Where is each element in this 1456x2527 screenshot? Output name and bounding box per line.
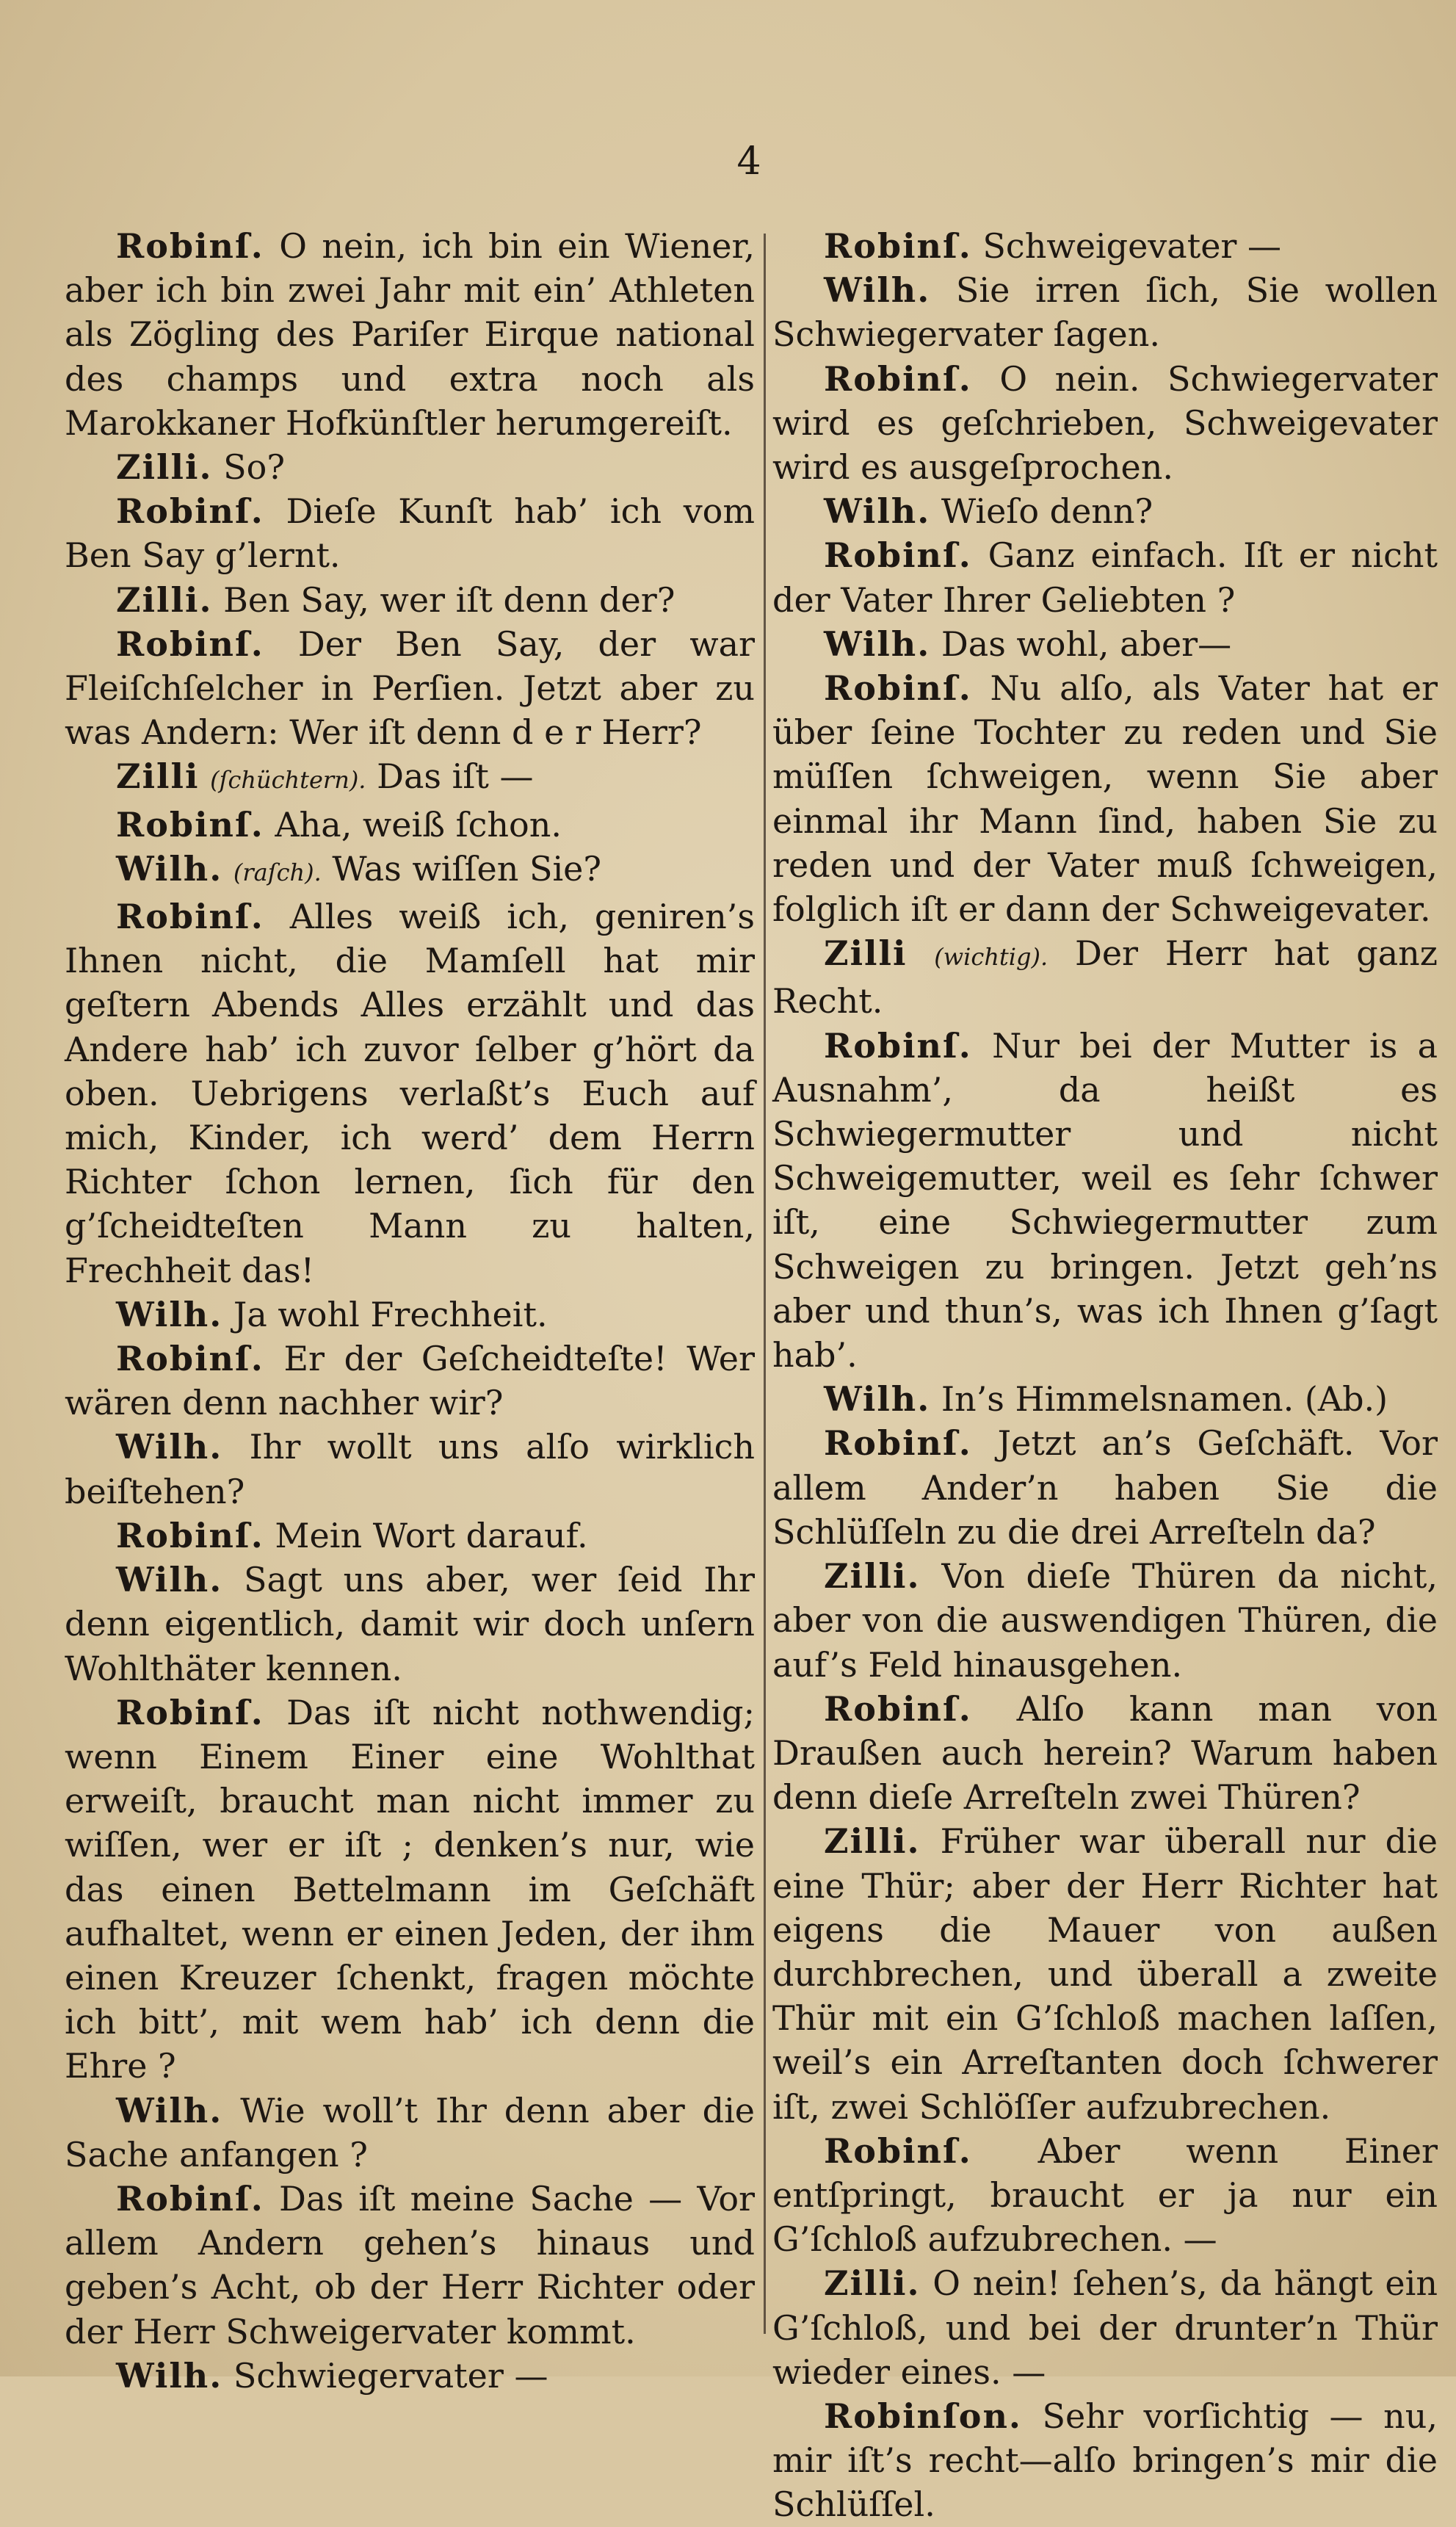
stage-direction: (ſchüchtern). [210,766,366,795]
speaker-name: Robinſ. [824,668,972,709]
speaker-name: Wilh. [824,623,931,664]
column-divider [764,234,766,2334]
dialogue-line [772,1377,1438,1421]
dialogue-text: In’s Himmelsnamen. (Ab.) [941,1379,1388,1420]
dialogue-line [65,622,755,755]
speaker-name: Wilh. [824,1379,931,1420]
dialogue-line [65,2354,755,2398]
speaker-name: Robinſ. [116,491,264,532]
speaker-name: Wilh. [116,2090,223,2130]
speaker-name: Robinſ. [824,1423,972,1464]
dialogue-text: Von dieſe Thüren da nicht, aber von die auswendigen Thüren, die auf’s Feld hinausgehen. [772,1556,1438,1685]
dialogue-text: Jetzt an’s Geſchäft. Vor allem Ander’n haben Sie die Schlüſſeln zu die drei Arreſteln da? [772,1423,1438,1552]
speaker-name: Wilh. [116,2355,223,2396]
dialogue-text: O nein. Schwiegervater wird es geſchrieben, Schweigevater wird es ausgeſprochen. [772,358,1438,488]
dialogue-line [772,1819,1438,2128]
dialogue-text: Das iſt — [377,756,534,797]
dialogue-line [772,1687,1438,1820]
dialogue-text: O nein, ich bin ein Wiener, aber ich bin zwei Jahr mit ein’ Athleten als Zögling des Pariſer Eirque national des champs und extra noch als Marokkaner Hofkünſtler herumgereiſt. [65,226,755,443]
speaker-name: Wilh. [116,1294,223,1334]
dialogue-line [65,1691,755,2089]
dialogue-text: Schwiegervater — [233,2355,548,2396]
dialogue-text: Schweigevater — [982,226,1282,266]
dialogue-line [772,357,1438,490]
speaker-name: Wilh. [116,1560,223,1600]
dialogue-line [65,1337,755,1425]
dialogue-line [65,894,755,1293]
dialogue-text: Nur bei der Mutter is a Ausnahm’, da heißt es Schwiegermutter und nicht Schweigemutter, weil es ſehr ſchwer iſt, eine Schwiegermutter zum Schweigen zu bringen. Jetzt geh’ns aber und thun’s, was ich Ihnen g’ſagt hab’. [772,1025,1438,1375]
speaker-name: Robinſon. [824,2396,1022,2436]
dialogue-text: Wie woll’t Ihr denn aber die Sache anfangen ? [65,2090,756,2174]
dialogue-text: Er der Geſcheidteſte! Wer wären denn nachher wir? [65,1339,755,1423]
dialogue-text: Aha, weiß ſchon. [275,804,562,845]
dialogue-text: Das iſt nicht nothwendig; wenn Einem Einer eine Wohlthat erweiſt, braucht man nicht immer zu wiſſen, wer er iſt ; denken’s nur, wie das einen Bettelmann im Geſchäft aufhaltet, wenn er einen Jeden, der ihm einen Kreuzer ſchenkt, fragen möchte ich bitt’, mit wem hab’ ich denn die Ehre ? [65,1692,755,2086]
dialogue-line [65,1425,755,1513]
stage-direction: (wichtig). [934,943,1048,972]
speaker-name: Zilli. [116,579,213,620]
dialogue-text: Ben Say, wer iſt denn der? [223,579,676,620]
dialogue-line [65,754,755,802]
dialogue-text: Ihr wollt uns alſo wirklich beiſtehen? [65,1427,756,1511]
dialogue-line [65,1558,755,1691]
dialogue-text: Wieſo denn? [941,491,1153,532]
dialogue-line [65,489,755,577]
left-column [65,224,755,2398]
speaker-name: Robinſ. [116,226,264,266]
dialogue-line [772,1421,1438,1554]
speaker-name: Zilli. [824,1821,921,1862]
dialogue-line [772,1024,1438,1378]
speaker-name: Wilh. [116,848,223,889]
page-number: 4 [736,140,761,184]
dialogue-text: Alles weiß ich, geniren’s Ihnen nicht, die Mamſell hat mir geſtern Abends Alles erzählt und das Andere hab’ ich zuvor ſelber g’hört da oben. Uebrigens verlaßt’s Euch auf mich, Kinder, ich werd’ dem Herrn Richter ſchon lernen, ſich für den g’ſcheidteſten Mann zu halten, Frechheit das! [65,897,756,1290]
speaker-name: Zilli. [824,2263,921,2304]
dialogue-line [772,666,1438,931]
speaker-name: Robinſ. [116,897,264,937]
dialogue-text: Alſo kann man von Draußen auch herein? Warum haben denn dieſe Arreſteln zwei Thüren? [772,1688,1438,1818]
dialogue-line [65,578,755,622]
dialogue-line [772,931,1438,1023]
speaker-name: Robinſ. [116,2178,264,2219]
dialogue-text: O nein! ſehen’s, da hängt ein G’ſchloß, und bei der drunter’n Thür wieder eines. — [772,2263,1438,2392]
dialogue-line [772,1554,1438,1687]
speaker-name: Robinſ. [824,358,972,399]
dialogue-text: Ganz einfach. Iſt er nicht der Vater Ihrer Geliebten ? [772,535,1438,620]
dialogue-text: So? [223,447,285,488]
speaker-name: Wilh. [116,1427,223,1467]
dialogue-line [65,445,755,489]
dialogue-line [772,2129,1438,2262]
speaker-name: Robinſ. [824,1025,972,1066]
speaker-name: Wilh. [824,491,931,532]
dialogue-text: Früher war überall nur die eine Thür; aber der Herr Richter hat eigens die Mauer von außen durchbrechen, und überall a zweite Thür mit ein G’ſchloß machen laſſen, weil’s ein Arreſtanten doch ſchwerer iſt, zwei Schlöſſer aufzubrechen. [772,1821,1438,2127]
dialogue-line [772,533,1438,621]
speaker-name: Zilli. [116,447,213,488]
dialogue-text: Aber wenn Einer entſpringt, braucht er ja nur ein G’ſchloß aufzubrechen. — [772,2130,1438,2260]
speaker-name: Robinſ. [824,1688,972,1729]
dialogue-text: Dieſe Kunſt hab’ ich vom Ben Say g’lernt. [65,491,755,576]
speaker-name: Robinſ. [824,226,972,266]
speaker-name: Wilh. [824,270,931,311]
dialogue-line [772,2261,1438,2394]
dialogue-line [65,2089,755,2177]
speaker-name: Zilli [824,933,908,974]
speaker-name: Robinſ. [824,2130,972,2171]
dialogue-line [65,2177,755,2354]
speaker-name: Robinſ. [116,1339,264,1379]
stage-direction: (raſch). [233,858,322,886]
dialogue-text: Sie irren ſich, Sie wollen Schwiegervater ſagen. [772,270,1438,355]
dialogue-text: Was wiſſen Sie? [332,848,602,889]
dialogue-line [65,1293,755,1337]
speaker-name: Robinſ. [116,1692,264,1732]
speaker-name: Zilli [116,756,200,797]
dialogue-line [772,489,1438,533]
dialogue-line [772,2394,1438,2527]
dialogue-text: Der Ben Say, der war Fleiſchſelcher in Perſien. Jetzt aber zu was Andern: Wer iſt denn d e r Herr? [65,623,756,753]
dialogue-text: Sagt uns aber, wer ſeid Ihr denn eigentlich, damit wir doch unſern Wohlthäter kennen. [65,1560,755,1688]
dialogue-line [772,622,1438,666]
dialogue-text: Mein Wort darauf. [275,1515,588,1555]
dialogue-line [772,224,1438,268]
speaker-name: Robinſ. [116,804,264,845]
speaker-name: Robinſ. [824,535,972,576]
dialogue-text: Der Herr hat ganz Recht. [772,933,1438,1022]
dialogue-text: Nu alſo, als Vater hat er über ſeine Tochter zu reden und Sie müſſen ſchweigen, wenn Sie aber einmal ihr Mann ſind, haben Sie zu reden und der Vater muß ſchweigen, folglich iſt er dann der Schweigevater. [772,668,1438,930]
dialogue-text: Das wohl, aber— [941,623,1232,664]
dialogue-line [65,1514,755,1558]
speaker-name: Zilli. [824,1556,921,1597]
speaker-name: Robinſ. [116,623,264,664]
speaker-name: Robinſ. [116,1515,264,1555]
right-column [772,224,1438,2527]
dialogue-line [772,268,1438,356]
dialogue-line [65,803,755,847]
dialogue-line [65,847,755,894]
dialogue-line [65,224,755,445]
dialogue-text: Das iſt meine Sache — Vor allem Andern gehen’s hinaus und geben’s Acht, ob der Herr Richter oder der Herr Schweigervater kommt. [65,2178,755,2351]
dialogue-text: Ja wohl Frechheit. [233,1294,548,1334]
dialogue-text: Sehr vorſichtig — nu, mir iſt’s recht—alſo bringen’s mir die Schlüſſel. [772,2396,1438,2525]
